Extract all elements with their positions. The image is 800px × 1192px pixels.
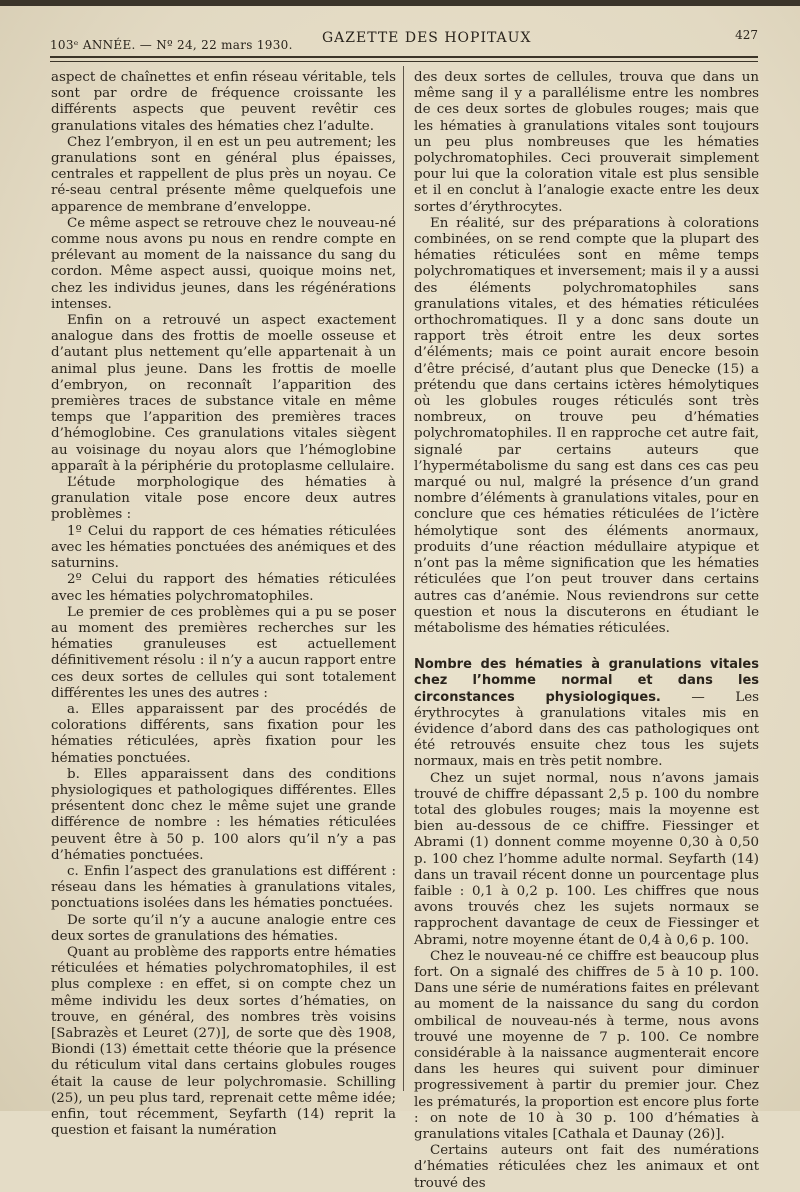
section-heading: Nombre des hématies à granulations vitales chez l’homme normal et dans les circonstances physiologiques. [414,657,759,705]
section-intro: — Les érythrocytes à granulations vitales mis en évidence d’abord dans des cas pathologiques ont été retrouvés ensuite chez tous les sujets normaux, mais en très petit nombre. [414,689,760,770]
paragraph: Chez l’embryon, il en est un peu autrement; les granulations sont en général plus épaisses, centrales et rappellent de plus près un noyau. Ce ré-seau central présente même quelquefois une apparence de membrane d’enveloppe. [51,134,396,215]
paragraph: De sorte qu’il n’y a aucune analogie entre ces deux sortes de granulations des hématies. [51,912,396,944]
paragraph: a. Elles apparaissent par des procédés de colorations différents, sans fixation pour les hématies réticulées, après fixation pour les hématies ponctuées. [51,701,396,766]
journal-title: GAZETTE DES HOPITAUX [322,30,532,46]
paragraph: b. Elles apparaissent dans des conditions physiologiques et pathologiques différentes. Elles présentent donc chez le même sujet une grande différence de nombre : les hématies réticulées peuvent être à 50 p. 100 alors qu’il n’y a pas d’hématies ponctuées. [51,766,396,863]
paragraph: Chez un sujet normal, nous n’avons jamais trouvé de chiffre dépassant 2,5 p. 100 du nombre total des globules rouges; mais la moyenne est bien au-dessous de ce chiffre. Fiessinger et Abrami (1) donnent comme moyenne 0,30 à 0,50 p. 100 chez l’homme adulte normal. Seyfarth (14) dans un travail récent donne un pourcentage plus faible : 0,1 à 0,2 p. 100. Les chiffres que nous avons trouvés chez les sujets normaux se rapprochent davantage de ceux de Fiessinger et Abrami, notre moyenne étant de 0,4 à 0,6 p. 100. [414,770,759,948]
paragraph: aspect de chaînettes et enfin réseau véritable, tels sont par ordre de fréquence croissante les différents aspects que peuvent revêtir ces granulations vitales des hématies chez l’adulte. [51,70,396,134]
paragraph: Enfin on a retrouvé un aspect exactement analogue dans des frottis de moelle osseuse et d’autant plus nettement qu’elle appartenait à un animal plus jeune. Dans les frottis de moelle d’embryon, on reconnaît l’apparition des premières traces de substance vitale en même temps que l’apparition des premières traces d’hémoglobine. Ces granulations vitales siègent au voisinage du noyau alors que l’hémoglobine apparaît à la périphérie du protoplasme cellulaire. [51,313,396,474]
column-divider [403,66,404,1091]
paragraph: Ce même aspect se retrouve chez le nouveau-né comme nous avons pu nous en rendre compte en prélevant au moment de la naissance du sang du cordon. Même aspect aussi, quoique moins net, chez les individus jeunes, dans les régénérations intenses. [51,215,396,312]
page-number: 427 [735,28,758,42]
paragraph: 2º Celui du rapport des hématies réticulées avec les hématies polychromatophiles. [51,572,396,604]
page-header [50,28,758,58]
left-column [51,70,396,1139]
header-rule-thin [50,61,758,62]
paragraph: c. Enfin l’aspect des granulations est différent : réseau dans les hématies à granulations vitales, ponctuations isolées dans les hématies ponctuées. [51,863,396,912]
paragraph: L’étude morphologique des hématies à granulation vitale pose encore deux autres problèmes : [51,475,396,523]
right-column [414,70,759,1192]
section-paragraph [414,657,759,770]
paragraph: En réalité, sur des préparations à colorations combinées, on se rend compte que la plupart des hématies réticulées sont en même temps polychromatiques et inversement; mais il y a aussi des éléments polychromatophiles sans granulations vitales, et des hématies réticulées orthochromatiques. Il y a donc sans doute un rapport très étroit entre les deux sortes d’éléments; mais ce point aurait encore besoin d’être précisé, d’autant plus que Denecke (15) a prétendu que dans certains ictères hémolytiques où les globules rouges réticulés sont très nombreux, on trouve peu d’hématies polychromatophiles. Il en rapproche cet autre fait, signalé par certains auteurs que l’hypermétabolisme du sang est dans ces cas peu marqué ou nul, malgré la présence d’un grand nombre d’éléments à granulations vitales, pour en conclure que ces hématies réticulées de l’ictère hémolytique sont des éléments anormaux, produits d’une réaction médullaire atypique et n’ont pas la même signification que les hématies réticulées que l’on peut trouver dans certains autres cas d’anémie. Nous reviendrons sur cette question et nous la discuterons en étudiant le métabolisme des hématies réticulées. [414,215,759,636]
issue-info: 103ᵉ ANNÉE. — Nº 24, 22 mars 1930. [50,38,293,52]
paragraph: 1º Celui du rapport de ces hématies réticulées avec les hématies ponctuées des anémiques et des saturnins. [51,523,396,572]
paragraph: Certains auteurs ont fait des numérations d’hématies réticulées chez les animaux et ont trouvé des [414,1143,759,1191]
paragraph: Chez le nouveau-né ce chiffre est beaucoup plus fort. On a signalé des chiffres de 5 à 10 p. 100. Dans une série de numérations faites en prélevant au moment de la naissance du sang du cordon ombilical de nouveau-nés à terme, nous avons trouvé une moyenne de 7 p. 100. Ce nombre considérable à la naissance augmenterait encore dans les heures qui suivent pour diminuer progressivement à partir du premier jour. Chez les prématurés, la proportion est encore plus forte : on note de 10 à 30 p. 100 d’hématies à granulations vitales [Cathala et Daunay (26)]. [414,948,759,1142]
paragraph: des deux sortes de cellules, trouva que dans un même sang il y a parallélisme entre les nombres de ces deux sortes de globules rouges; mais que les hématies à granulations vitales sont toujours un peu plus nombreuses que les hématies polychromatophiles. Ceci prouverait simplement pour lui que la coloration vitale est plus sensible et il en conclut à l’analogie exacte entre les deux sortes d’érythrocytes. [414,70,759,215]
top-border [0,0,800,6]
paragraph: Le premier de ces problèmes qui a pu se poser au moment des premières recherches sur les hématies granuleuses est actuellement définitivement résolu : il n’y a aucun rapport entre ces deux sortes de cellules qui sont totalement différentes les unes des autres : [51,604,396,701]
header-rule-thick [50,56,758,58]
paragraph: Quant au problème des rapports entre hématies réticulées et hématies polychromatophiles, il est plus complexe : en effet, si on compte chez un même individu les deux sortes d’hématies, on trouve, en général, des nombres très voisins [Sabrazès et Leuret (27)], de sorte que dès 1908, Biondi (13) émettait cette théorie que la présence du réticulum vital dans certains globules rouges était la cause de leur polychromasie. Schilling (25), un peu plus tard, reprenait cette même idée; enfin, tout récemment, Seyfarth (14) reprit la question et faisant la numération [51,944,396,1139]
